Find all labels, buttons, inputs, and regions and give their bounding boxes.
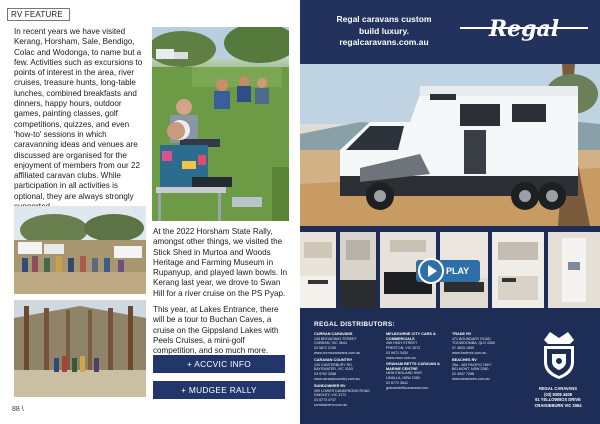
company-suburb: CRAIGIEBURN VIC 3064 [534, 402, 582, 408]
play-icon [428, 265, 437, 277]
motorhome-hero-image [300, 64, 600, 226]
dealer-curran-caravans: CURRAN CARAVANS 105 BROADWAY STREET COBRAM, VIC 3644 03 5872 2155 www.currancaravans.com.au [314, 332, 361, 355]
page-number: 88 \ [12, 406, 24, 413]
accvic-info-button[interactable]: + ACCVIC INFO [153, 355, 285, 373]
company-name: REGAL CARAVANS [539, 386, 577, 391]
company-street: 61 YELLOWBOX DRIVE [535, 397, 581, 403]
company-phone[interactable]: (03) 9308 4408 [544, 391, 572, 397]
thumb-kitchen [300, 232, 336, 308]
dealer-graham-betts: GRAHAM BETTS CARAVAN & MARINE CENTRE NEW ENGLAND HWY UMALLA, NSW 2350 02 6772 3641 grahambettscaravans.com [386, 362, 440, 390]
tagline-line-2: build luxury. [359, 25, 409, 36]
section-tag: RV FEATURE [7, 8, 70, 21]
tagline-url[interactable]: regalcaravans.com.au [339, 37, 429, 47]
dealer-trade-rv: TRADE RV 471 BOUNDARY ROAD TOOWOOMBA, QLD 4350 07 4633 1699 www.tradervs.com.au [452, 332, 495, 355]
body-paragraph-2: At the 2022 Horsham State Rally, amongst other things, we visited the Stick Shed in Murtoa and Woods Heritage and Farming Museum in Rupanyup, and played lawn bowls. In Kerang last year, we drove to Swan Hill for a river cruise on the PS Pyap. [153, 227, 288, 298]
tagline-line-1: Regal caravans custom [336, 14, 432, 24]
ad-header [300, 0, 600, 64]
body-paragraph-1: In recent years we have visited Kerang, Horsham, Sale, Bendigo, Colac and Wodonga, to name but a few. Activities such as excursions to points of interest in the area, river cruises, treasure hunts, long-table lunches, combined breakfasts and dinners, happy hours, outdoor games, painting classes, golf competitions, quizzes, and even 'how-to' sessions in which caravanning ideas and venues are discussed are organised for the enjoyment of members from our 22 affiliated caravan clubs. While participation in all activities is optional, they are always strongly [14, 27, 143, 201]
thumb-galley [492, 232, 544, 308]
regal-crest-logo [536, 330, 582, 380]
thumb-dinette [340, 232, 376, 308]
photo-members-on-lawn [152, 27, 289, 221]
distributors-title: REGAL DISTRIBUTORS: [314, 321, 395, 328]
thumb-bathroom [548, 232, 600, 308]
dealer-beaches-rv: BEACHES RV 25a - 463 PACIFIC HWY BELMONT, NSW 2280 02 4947 7288 www.beachesrv.com.au [452, 358, 492, 381]
photo-stick-shed [14, 300, 146, 397]
body-paragraph-3: This year, at Lakes Entrance, there will be a tour to Buchan Caves, a cruise on the Gippsland Lakes with Peels Cruises, a mini-golf competition, and so much more. [153, 305, 279, 356]
regal-logo [460, 14, 588, 44]
mudgee-rally-button[interactable]: + MUDGEE RALLY [153, 381, 285, 399]
dealer-melbourne-city: MELBOURNE CITY CARS & COMMERCIALS 496 HIGH STREET PRESTON, VIC 3072 03 9471 3430 www.mccc.com.au [386, 332, 436, 360]
ad-tagline [314, 14, 454, 49]
photo-group-gathering [14, 206, 146, 294]
regal-contact [516, 386, 600, 408]
play-video-button[interactable]: PLAY [416, 260, 480, 282]
dealer-sundowner-rv: SUNDOWNER RV 399 LOWER DANDENONG ROAD DINGLEY, VIC 3172 03 8773 4747 sundownerrv.com.au [314, 384, 370, 407]
dealer-caravan-country: CARAVAN COUNTRY 120 CANTERBURY RD BAYSWATER, VIC 3153 03 9762 3288 www.caravancountry.com.au [314, 358, 360, 381]
regal-advertisement [300, 0, 600, 424]
svg-text:Regal: Regal [488, 16, 560, 42]
